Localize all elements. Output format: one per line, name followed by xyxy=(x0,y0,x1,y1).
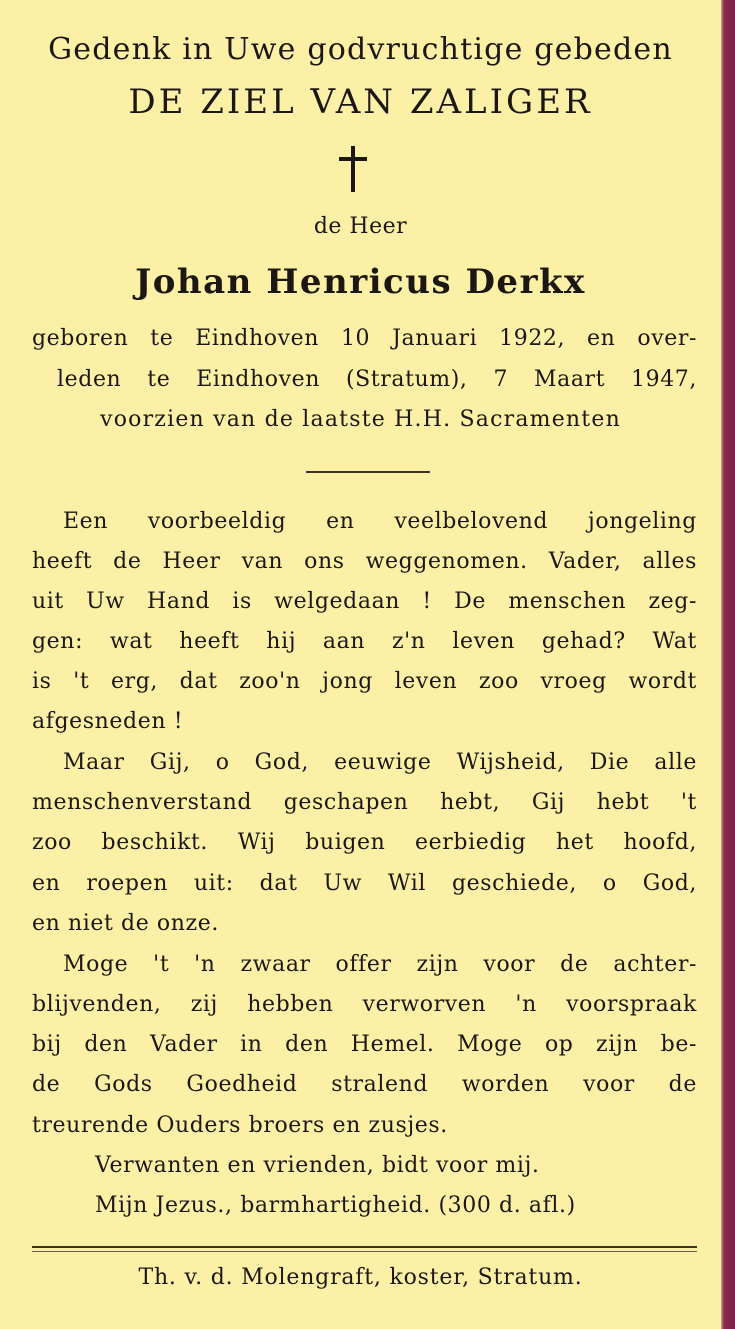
body-line: gen: wat heeft hij aan z'n leven gehad? Wat xyxy=(32,629,697,654)
soul-heading: DE ZIEL VAN ZALIGER xyxy=(128,82,593,122)
body-line: is 't erg, dat zoo'n jong leven zoo vroeg wordt xyxy=(32,669,697,694)
death-line: leden te Eindhoven (Stratum), 7 Maart 1947, xyxy=(57,367,697,392)
body-line: heeft de Heer van ons weggenomen. Vader, alles xyxy=(32,549,697,574)
printer-credit: Th. v. d. Molengraft, koster, Stratum. xyxy=(138,1265,583,1290)
deceased-name: Johan Henricus Derkx xyxy=(135,262,586,302)
body-line: uit Uw Hand is welgedaan ! De menschen zeg- xyxy=(32,589,697,614)
body-line: blijvenden, zij hebben verworven 'n voorspraak xyxy=(32,992,697,1017)
body-line: afgesneden ! xyxy=(32,709,184,734)
body-line: zoo beschikt. Wij buigen eerbiedig het hoofd, xyxy=(32,830,697,855)
prayer-line: Verwanten en vrienden, bidt voor mij. xyxy=(95,1153,540,1178)
honorific: de Heer xyxy=(313,214,408,239)
body-line: Maar Gij, o God, eeuwige Wijsheid, Die alle xyxy=(63,750,697,775)
body-line: de Gods Goedheid stralend worden voor de xyxy=(32,1072,697,1097)
body-line: treurende Ouders broers en zusjes. xyxy=(32,1113,448,1138)
indulgence-line: Mijn Jezus., barmhartigheid. (300 d. afl.) xyxy=(95,1193,576,1218)
cross-icon xyxy=(328,144,378,194)
body-line: en niet de onze. xyxy=(32,911,219,936)
body-line: Een voorbeeldig en veelbelovend jongeling xyxy=(63,509,697,534)
footer-rule-thin xyxy=(32,1251,697,1252)
body-line: bij den Vader in den Hemel. Moge op zijn be- xyxy=(32,1032,697,1057)
birth-line: geboren te Eindhoven 10 Januari 1922, en over- xyxy=(32,326,697,351)
divider xyxy=(306,471,430,473)
body-line: menschenverstand geschapen hebt, Gij hebt 't xyxy=(32,790,697,815)
body-line: Moge 't 'n zwaar offer zijn voor de achter- xyxy=(63,952,697,977)
opening-line: Gedenk in Uwe godvruchtige gebeden xyxy=(48,32,673,67)
sacraments-line: voorzien van de laatste H.H. Sacramenten xyxy=(100,407,621,432)
footer-rule xyxy=(32,1246,697,1248)
card-edge-border xyxy=(721,0,735,1329)
body-line: en roepen uit: dat Uw Wil geschiede, o God, xyxy=(32,871,697,896)
